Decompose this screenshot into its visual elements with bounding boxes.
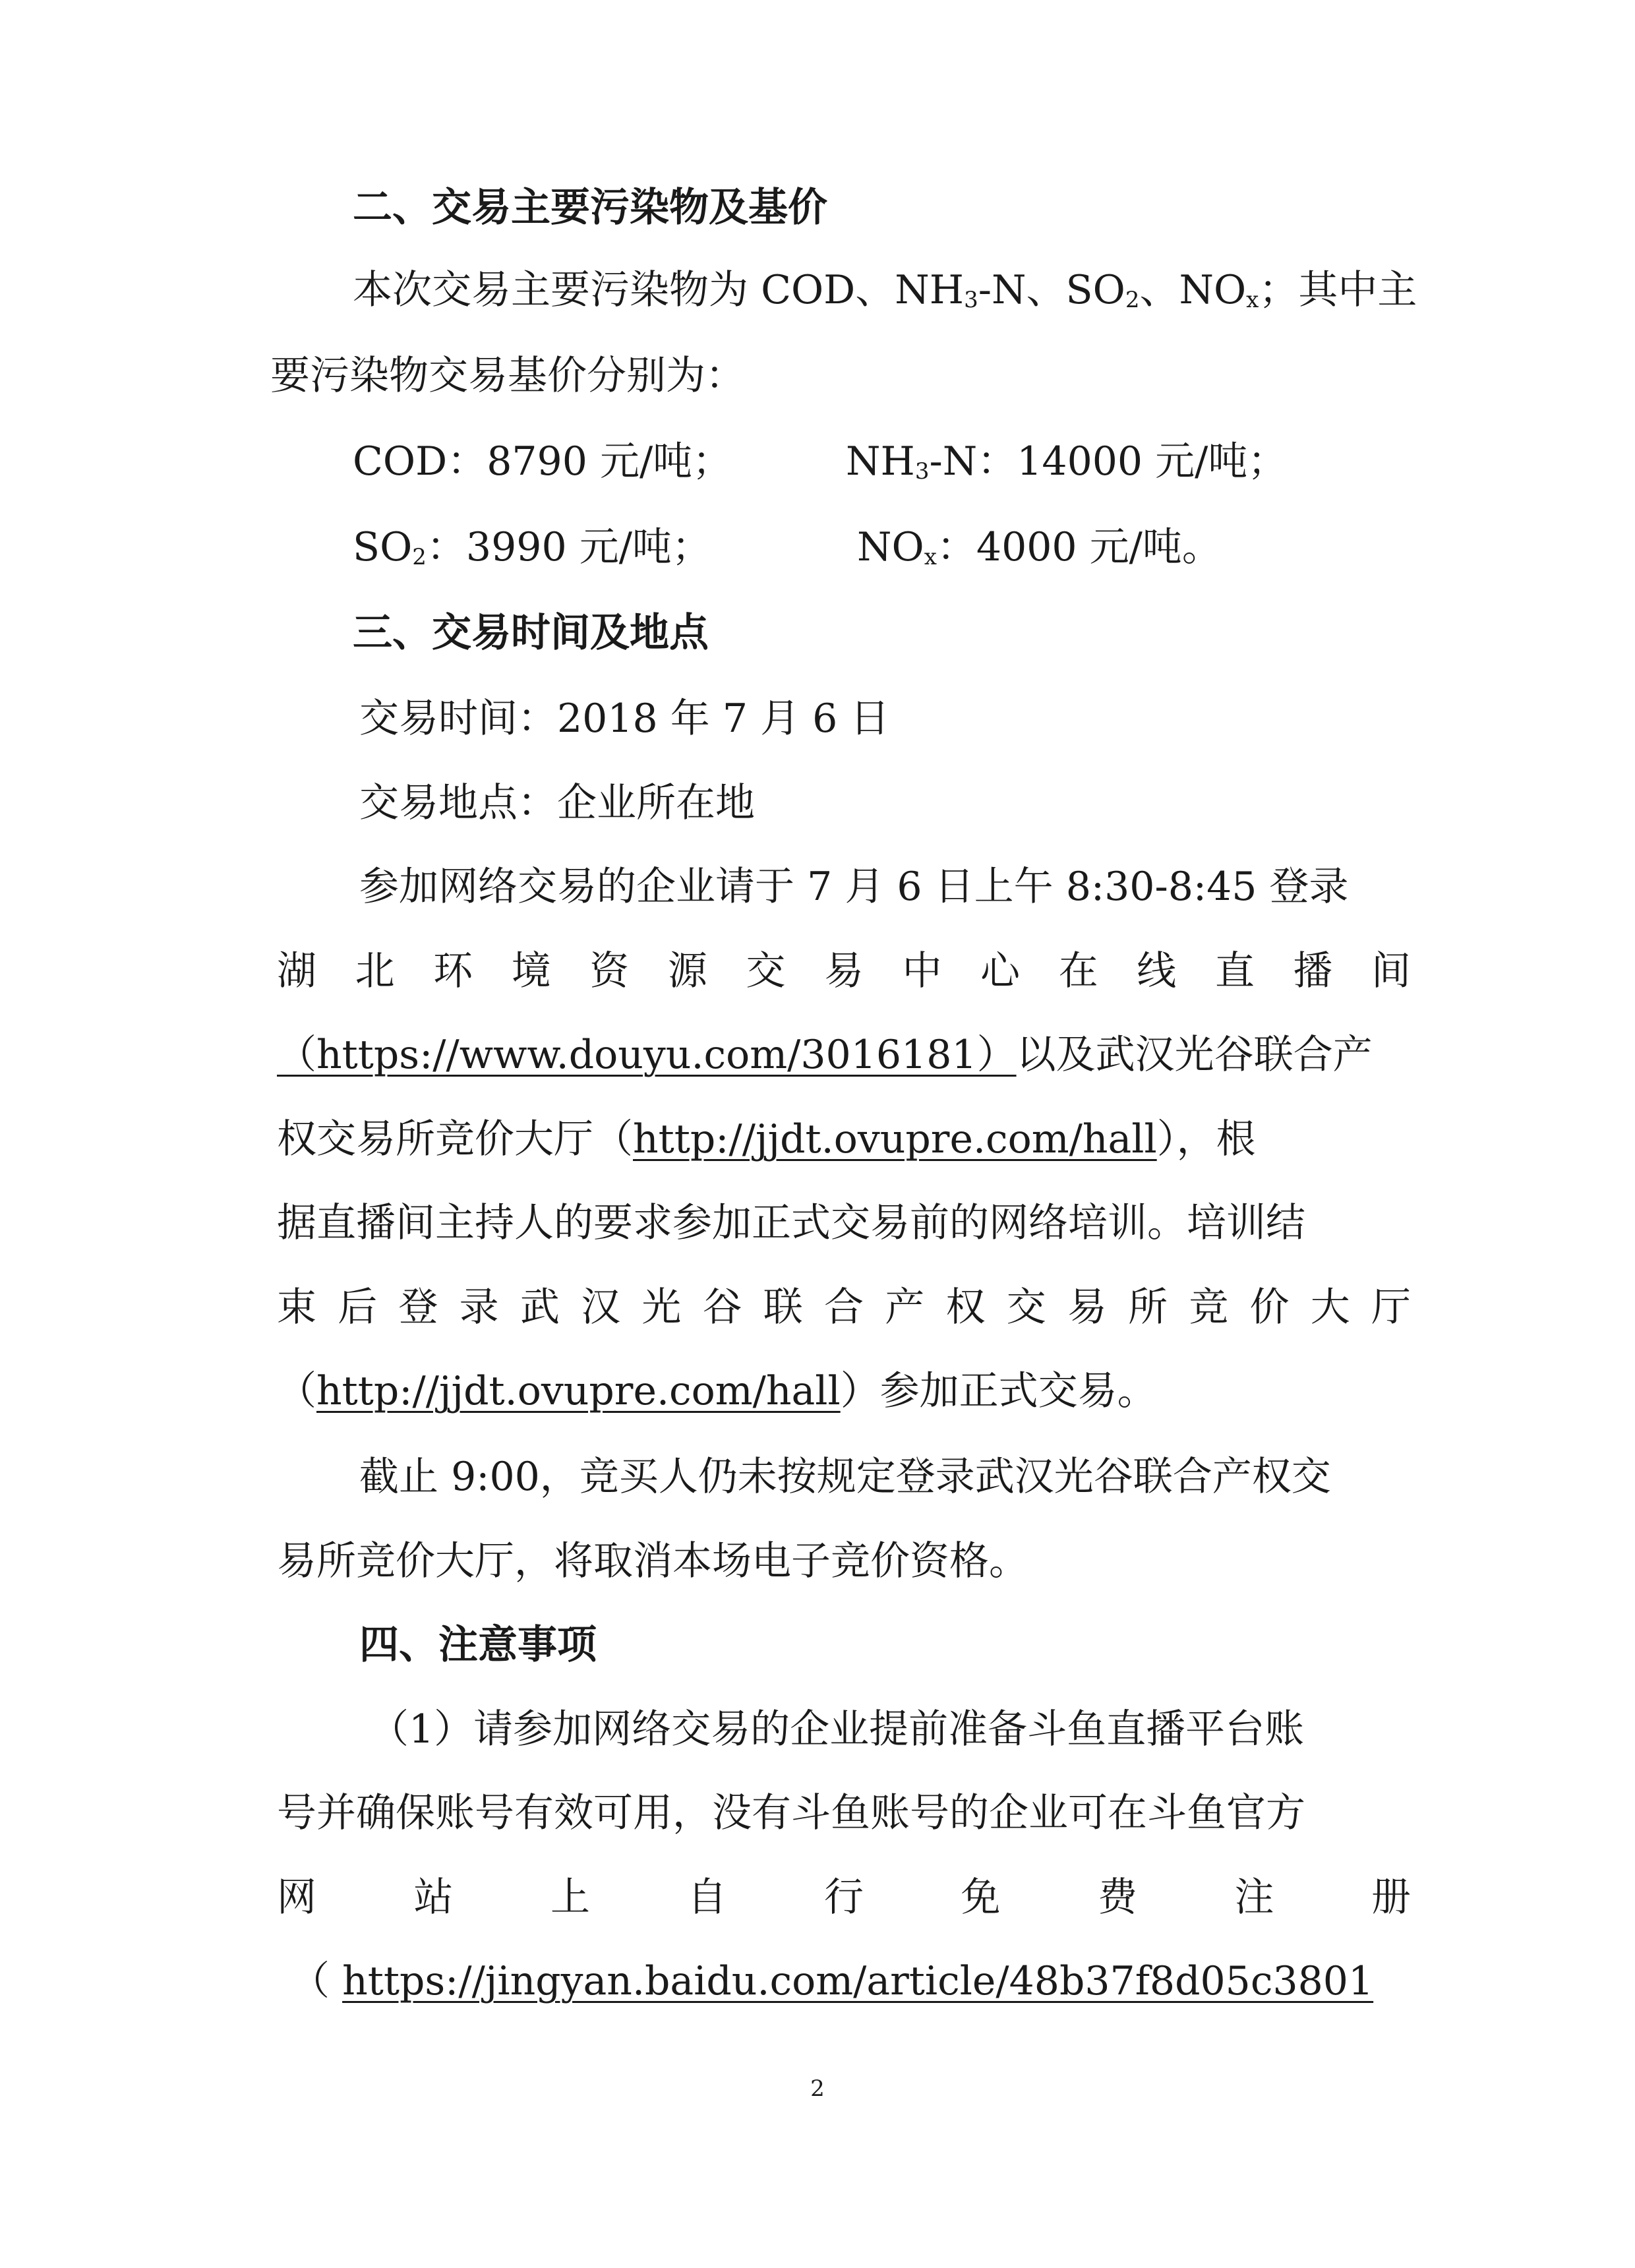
text: （: [277, 1368, 316, 1414]
cod-price: COD：8790 元/吨；: [353, 438, 732, 485]
para-1-line-7: [277, 1365, 1157, 1418]
text: 权交易所竞价大厅（: [277, 1116, 633, 1162]
nh3-price: [846, 435, 1287, 488]
text: ：3990 元/吨；: [426, 524, 711, 570]
trade-place: 交易地点：企业所在地: [359, 780, 755, 826]
jjdt-hall-link-1[interactable]: http://jjdt.ovupre.com/hall: [633, 1116, 1157, 1162]
text: 、NO: [1139, 267, 1247, 313]
trade-time: 交易时间：2018 年 7 月 6 日: [359, 696, 890, 742]
text: 以及武汉光谷联合产: [1016, 1032, 1373, 1078]
text: NO: [857, 524, 924, 570]
nox-price: [857, 521, 1222, 574]
section-2-intro-line-1: [353, 264, 1417, 316]
text: ：4000 元/吨。: [936, 524, 1222, 570]
item-1-line-1: （1）请参加网络交易的企业提前准备斗鱼直播平台账: [369, 1706, 1305, 1752]
subscript: 3: [964, 287, 978, 313]
text: ）参加正式交易。: [840, 1368, 1157, 1414]
subscript: x: [1246, 287, 1259, 313]
text: ；其中主: [1259, 267, 1417, 313]
section-3-heading: 三、交易时间及地点: [353, 610, 709, 656]
section-2-intro-line-2: 要污染物交易基价分别为：: [270, 353, 745, 399]
text: （: [290, 1958, 330, 2004]
page-number: 2: [810, 2075, 825, 2102]
subscript: x: [924, 544, 937, 570]
so2-price: [353, 521, 711, 574]
text: -N：14000 元/吨；: [929, 438, 1288, 485]
item-1-line-3: 网站上自行免费注册: [277, 1874, 1411, 1921]
subscript: 2: [412, 544, 427, 570]
para-1-line-4: [277, 1113, 1256, 1166]
jjdt-hall-link-2[interactable]: http://jjdt.ovupre.com/hall: [316, 1368, 841, 1414]
para-2-line-2: 易所竞价大厅，将取消本场电子竞价资格。: [277, 1538, 1028, 1584]
subscript: 3: [914, 458, 930, 485]
section-4-heading: 四、注意事项: [359, 1622, 597, 1668]
para-1-line-3: [277, 1029, 1373, 1081]
douyu-link[interactable]: （https://www.douyu.com/3016181）: [277, 1032, 1017, 1078]
para-1-line-6: 束后登录武汉光谷联合产权交易所竞价大厅: [277, 1284, 1411, 1330]
baidu-jingyan-link[interactable]: https://jingyan.baidu.com/article/48b37f8d05c3801: [342, 1958, 1374, 2004]
text: NH: [846, 438, 915, 485]
para-1-line-2: 湖北环境资源交易中心在线直播间: [277, 948, 1411, 994]
para-1-line-5: 据直播间主持人的要求参加正式交易前的网络培训。培训结: [277, 1200, 1305, 1246]
item-1-line-2: 号并确保账号有效可用，没有斗鱼账号的企业可在斗鱼官方: [277, 1790, 1305, 1836]
text: ），根: [1156, 1116, 1256, 1162]
para-2-line-1: 截止 9:00，竞买人仍未按规定登录武汉光谷联合产权交: [359, 1454, 1331, 1500]
text: SO: [353, 524, 413, 570]
section-2-heading: 二、交易主要污染物及基价: [353, 185, 827, 231]
item-1-line-4: [290, 1955, 1373, 2008]
text: -N、SO: [978, 267, 1125, 313]
text: 本次交易主要污染物为 COD、NH: [353, 267, 965, 313]
subscript: 2: [1125, 287, 1140, 313]
para-1-line-1: 参加网络交易的企业请于 7 月 6 日上午 8:30-8:45 登录: [359, 864, 1349, 910]
